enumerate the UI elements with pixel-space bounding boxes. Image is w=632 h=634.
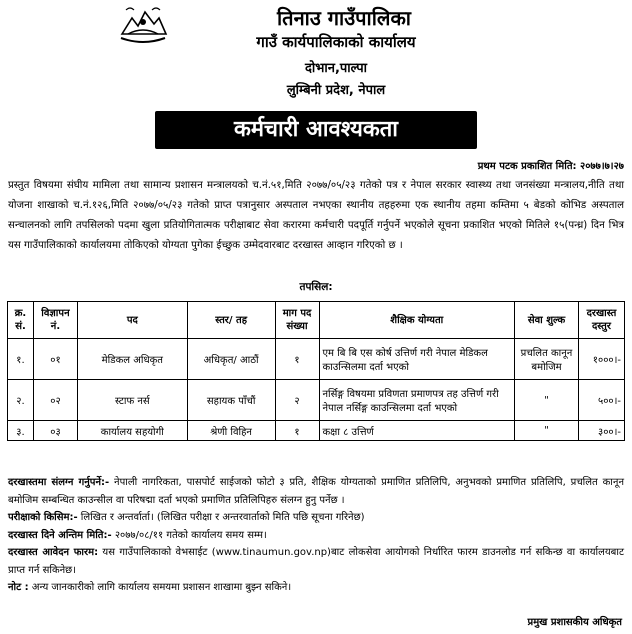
cell-post: कार्यालय सहयोगी	[77, 421, 187, 441]
deadline-note	[8, 527, 624, 545]
cell-sn: २.	[8, 380, 34, 421]
vacancy-table	[7, 301, 625, 441]
cell-level: सहायक पाँचौं	[187, 380, 275, 421]
header-post: पद	[77, 302, 187, 339]
application-form-label: दरखास्त आवेदन फारम:	[8, 547, 99, 558]
application-form-note	[8, 544, 624, 579]
application-form-text: यस गाउँपालिकाको वेभसाईट (www.tinaumun.gov.np)बाट लोकसेवा आयोगको निर्धारित फारम डाउनलोड गर्न सकिन्छ वा कार्यालयबाट प्राप्त गर्न सकिनेछ।	[8, 547, 625, 576]
notice-banner: कर्मचारी आवश्यकता	[155, 111, 477, 149]
cell-count: १	[275, 339, 319, 380]
cell-level: श्रेणी विहिन	[187, 421, 275, 441]
cell-count: २	[275, 380, 319, 421]
cell-count: १	[275, 421, 319, 441]
required-documents-note	[8, 474, 624, 509]
header-count: माग पद संख्या	[275, 302, 319, 339]
cell-qualification: कक्षा ८ उत्तिर्ण	[319, 421, 515, 441]
cell-ad-no: ०३	[33, 421, 77, 441]
deadline-text: २०७७/०८/११ गतेको कार्यालय समय सम्म।	[111, 529, 267, 541]
cell-sn: ३.	[8, 421, 34, 441]
office-province: लुम्बिनी प्रदेश, नेपाल	[286, 83, 386, 98]
header-level: स्तर/ तह	[187, 302, 275, 339]
header-ad-no: विज्ञापन नं.	[33, 302, 77, 339]
signatory-title: प्रमुख प्रशासकीय अधिकृत	[527, 617, 622, 628]
table-header-row	[8, 302, 625, 339]
deadline-label: दरखास्त दिने अन्तिम मिति:-	[8, 529, 112, 541]
intro-paragraph: प्रस्तुत विषयमा संघीय मामिला तथा सामान्य प्रशासन मन्त्रालयको च.नं.५१,मिति २०७७/०५/२३ गतेको पत्र र नेपाल सरकार स्वास्थ्य तथा जनसंख्या मन्त्रालय,नीति तथा योजना शाखाको च.नं.१२६,मिति २०७७/०५/२३ गतेको प्राप्त पत्रानुसार अस्पताल नभएका स्थानीय तहहरुमा एक स्थानीय तहमा कम्तिमा ५ बेडको कोभिड अस्पताल सन्चालनको लागि तपसिलको पदमा खुला प्रतियोगितात्मक परीक्षाबाट सेवा करारमा कर्मचारी पदपूर्ति गर्नुपर्ने भएकोले सूचना प्रकाशित भएको मितिले १५(पन्ध्र) दिन भित्र यस गाउँपालिकाको कार्यालयमा तोकिएको योग्यता पुगेका ईच्छुक उम्मेदवारबाट दरखास्त आव्हान गरिएको छ ।	[8, 180, 624, 251]
required-documents-label: दरखास्तमा संलग्न गर्नुपर्ने:-	[8, 477, 110, 488]
cell-level: अधिकृत/ आठौं	[187, 339, 275, 380]
cell-qualification: नर्सिङ्ग विषयमा प्रविणता प्रमाणपत्र तह उत्तिर्ण गरी नेपाल नर्सिङ्ग काउन्सिलमा दर्ता भएको	[319, 380, 515, 421]
contact-note	[8, 579, 624, 597]
header-service-fee: सेवा शुल्क	[515, 302, 579, 339]
header-application-fee: दरखास्त दस्तुर	[578, 302, 624, 339]
table-row	[8, 339, 625, 380]
office-title: गाउँ कार्यपालिकाको कार्यालय	[256, 33, 416, 51]
notes-section	[8, 474, 624, 597]
header-qualification: शैक्षिक योग्यता	[319, 302, 515, 339]
cell-ad-no: ०२	[33, 380, 77, 421]
office-location: दोभान,पाल्पा	[304, 61, 367, 76]
required-documents-text: नेपाली नागरिकता, पासपोर्ट साईजको फोटो ३ प्रति, शैक्षिक योग्यताको प्रमाणित प्रतिलिपि, अनुभवको प्रमाणित प्रतिलिपि, प्रचलित कानून बमोजिम सम्बन्धित काउन्सील वा परिषद्मा दर्ता भएको प्रमाणित प्रतिलिपिहरु संलग्न हुनु पर्नेछ ।	[8, 477, 624, 506]
schedule-label: तपसिल:	[299, 281, 333, 293]
published-date: प्रथम पटक प्रकाशित मिति: २०७७।७।२७	[477, 161, 624, 172]
cell-application-fee: ३००।-	[578, 421, 624, 441]
cell-application-fee: ५००।-	[578, 380, 624, 421]
cell-sn: १.	[8, 339, 34, 380]
exam-type-text: लिखित र अन्तर्वार्ता। (लिखित परीक्षा र अन्तरवार्ताको मिति पछि सूचना गरिनेछ)	[77, 512, 365, 523]
contact-note-label: नोट :	[8, 582, 29, 593]
cell-service-fee: "	[515, 380, 579, 421]
exam-type-label: परीक्षाको किसिम:-	[8, 512, 78, 523]
cell-ad-no: ०१	[33, 339, 77, 380]
cell-service-fee: "	[515, 421, 579, 441]
contact-note-text: अन्य जानकारीको लागि कार्यालय समयमा प्रशासन शाखामा बुझ्न सकिने।	[28, 582, 292, 593]
office-name: तिनाउ गाउँपालिका	[276, 6, 411, 30]
cell-qualification: एम बि बि एस कोर्ष उत्तिर्ण गरी नेपाल मेडिकल काउन्सिलमा दर्ता भएको	[319, 339, 515, 380]
header-sn: क्र. सं.	[8, 302, 34, 339]
table-row	[8, 380, 625, 421]
table-row	[8, 421, 625, 441]
cell-service-fee: प्रचलित कानून बमोजिम	[515, 339, 579, 380]
cell-post: स्टाफ नर्स	[77, 380, 187, 421]
cell-application-fee: १०००।-	[578, 339, 624, 380]
cell-post: मेडिकल अधिकृत	[77, 339, 187, 380]
exam-type-note	[8, 509, 624, 527]
